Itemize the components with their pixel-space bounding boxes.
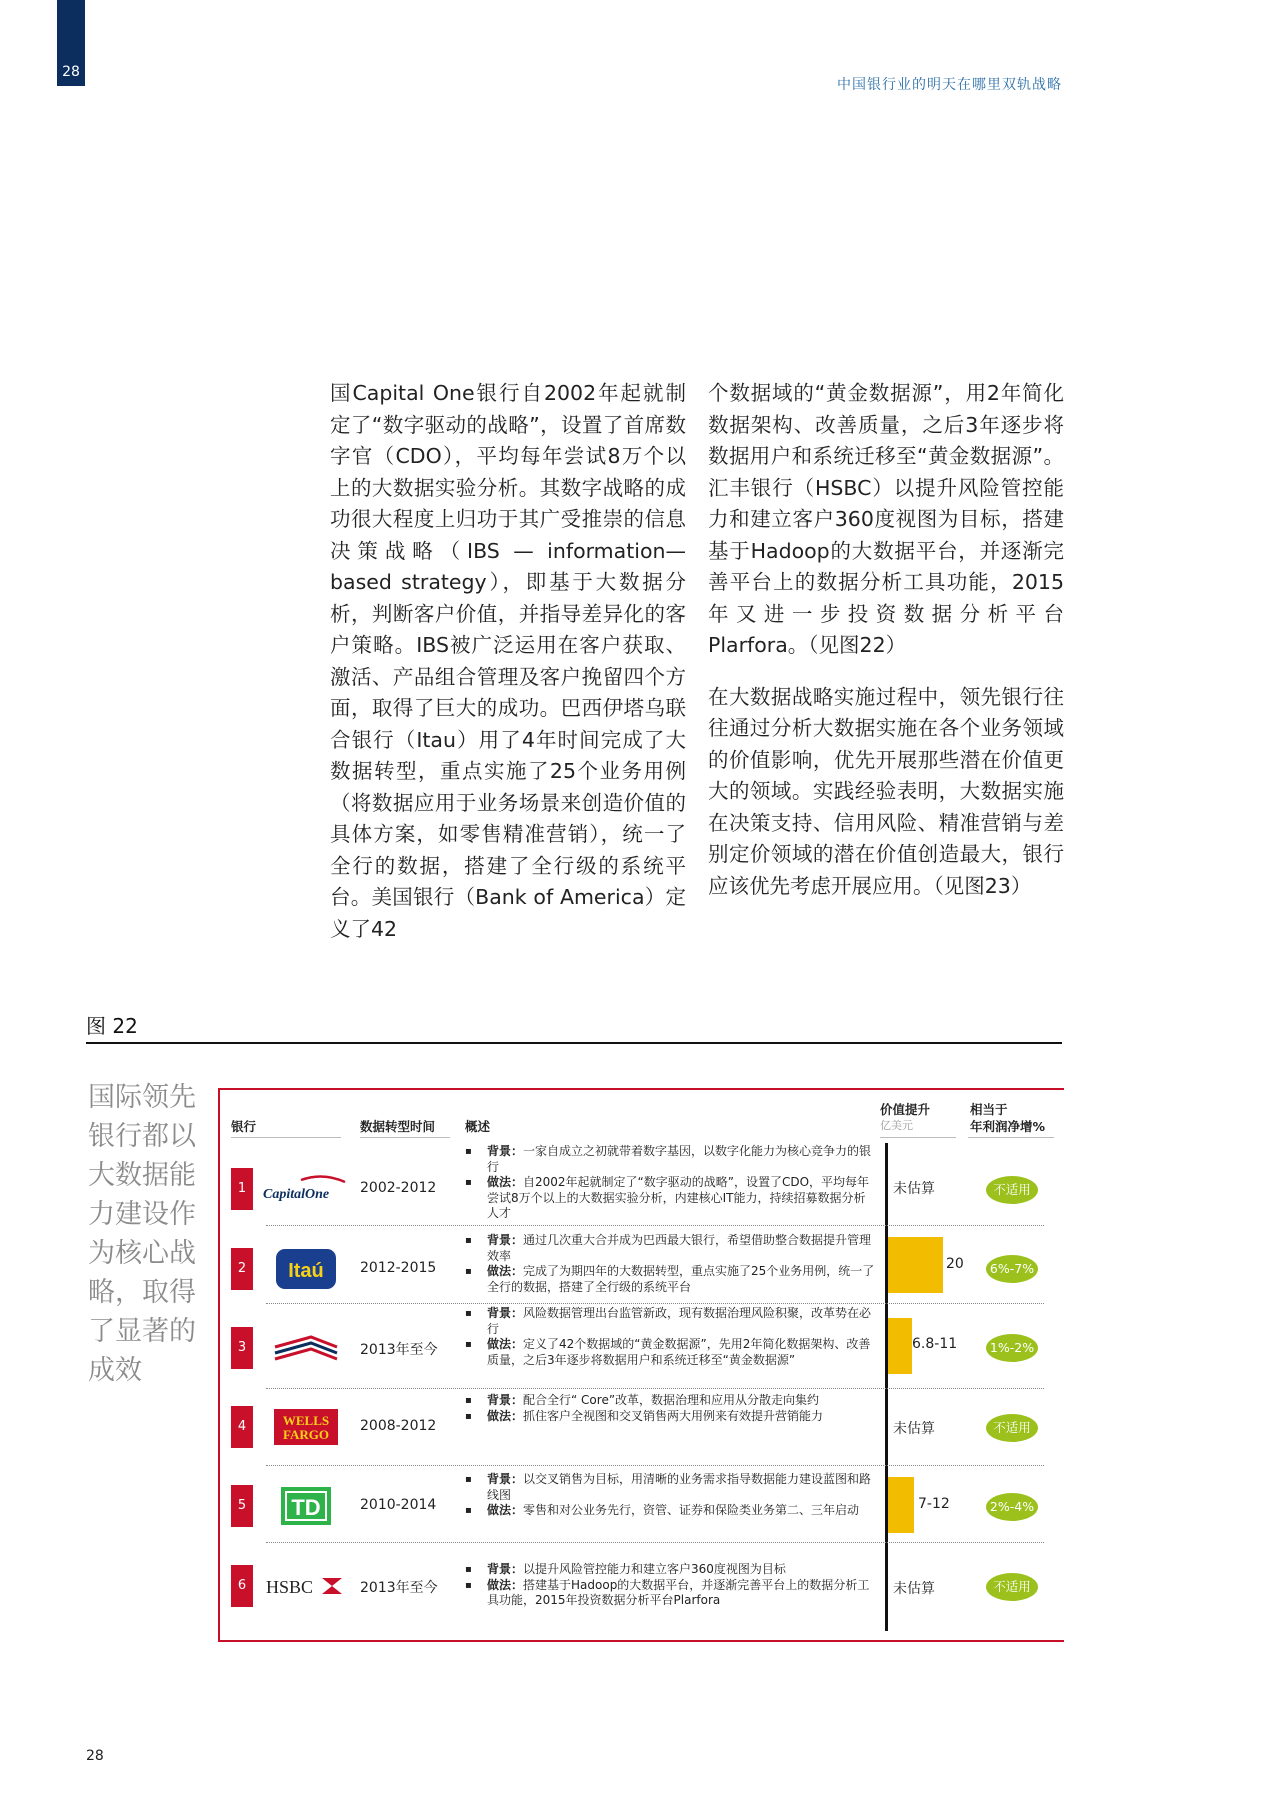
body-paragraph: 国Capital One银行自2002年起就制定了“数字驱动的战略”，设置了首席数字官（CDO），平均每年尝试8万个以上的大数据实验分析。其数字战略的成功很大程度上归功于其广受推崇的信息决策战略（IBS — information—based strategy），即基于大数据分析，判断客户价值，并指导差异化的客户策略。IBS被广泛运用在客户获取、激活、产品组合管理及客户挽留四个方面，取得了巨大的成功。巴西伊塔乌联合银行（Itau）用了4年时间完成了大数据转型，重点实施了25个业务用例（将数据应用于业务场景来创造价值的具体方案，如零售精准营销），统一了全行的数据，搭建了全行级的系统平台。美国银行（Bank of America）定义了42 xyxy=(330,381,686,941)
approach-text: 零售和对公业务先行，资管、证券和保险类业务第二、三年启动 xyxy=(523,1503,860,1517)
value-text: 7-12 xyxy=(918,1496,950,1512)
row-separator xyxy=(266,1388,1044,1389)
header-profit-line2: 年利润净增% xyxy=(970,1119,1046,1134)
approach-label: 做法： xyxy=(487,1337,524,1351)
approach-label: 做法： xyxy=(487,1503,524,1517)
row-summary xyxy=(465,1233,875,1295)
svg-text:WELLS: WELLS xyxy=(282,1413,330,1428)
svg-text:FARGO: FARGO xyxy=(283,1427,329,1442)
row-number: 3 xyxy=(231,1327,253,1369)
figure-label: 图 22 xyxy=(86,1014,138,1038)
header-underline xyxy=(231,1137,341,1138)
background-label: 背景： xyxy=(487,1562,524,1576)
hsbc-logo xyxy=(260,1565,352,1607)
approach-text: 自2002年起就制定了“数字驱动的战略”，设置了CDO，平均每年尝试8万个以上的大数据实验分析，内建核心IT能力，持续招募数据分析人才 xyxy=(487,1175,870,1220)
row-period: 2012-2015 xyxy=(360,1260,437,1276)
row-separator xyxy=(266,1465,1044,1466)
header-underline xyxy=(968,1137,1054,1138)
row-separator xyxy=(266,1225,1044,1226)
profit-badge: 不适用 xyxy=(986,1176,1038,1204)
row-period: 2008-2012 xyxy=(360,1418,437,1434)
wells-fargo-logo xyxy=(260,1406,352,1448)
running-title: 中国银行业的明天在哪里双轨战略 xyxy=(837,77,1062,93)
bank-of-america-logo xyxy=(260,1327,352,1369)
approach-label: 做法： xyxy=(487,1577,524,1592)
row-number: 1 xyxy=(231,1168,253,1210)
svg-text:CapitalOne: CapitalOne xyxy=(263,1187,330,1202)
profit-badge: 1%-2% xyxy=(986,1334,1038,1362)
row-period: 2013年至今 xyxy=(360,1342,438,1358)
svg-text:TD: TD xyxy=(291,1495,321,1520)
body-paragraph: 在大数据战略实施过程中，领先银行往往通过分析大数据实施在各个业务领域的价值影响，优先开展那些潜在价值更大的领域。实践经验表明，大数据实施在决策支持、信用风险、精准营销与差别定价领域的潜在价值创造最大，银行应该优先考虑开展应用。（见图23） xyxy=(708,684,1064,898)
row-separator xyxy=(266,1542,1044,1543)
approach-text: 完成了为期四年的大数据转型，重点实施了25个业务用例，统一了全行的数据，搭建了全行级的系统平台 xyxy=(487,1264,875,1294)
row-number: 5 xyxy=(231,1485,253,1527)
approach-text: 搭建基于Hadoop的大数据平台，并逐渐完善平台上的数据分析工具功能，2015年投资数据分析平台Plarfora xyxy=(487,1577,870,1607)
background-text: 风险数据管理出台监管新政，现有数据治理风险积聚，改革势在必行 xyxy=(487,1306,872,1336)
approach-text: 定义了42个数据域的“黄金数据源”，先用2年简化数据架构、改善质量，之后3年逐步将数据用户和系统迁移至“黄金数据源” xyxy=(487,1337,871,1367)
approach-label: 做法： xyxy=(487,1408,524,1423)
capital-one-logo xyxy=(260,1168,352,1210)
value-text: 6.8-11 xyxy=(912,1336,958,1352)
value-axis-line xyxy=(885,1143,888,1631)
value-bar xyxy=(888,1318,912,1374)
row-summary xyxy=(465,1393,875,1424)
value-text: 未估算 xyxy=(893,1421,935,1437)
body-column-right xyxy=(708,378,1064,922)
page-tab xyxy=(57,0,85,86)
background-label: 背景： xyxy=(487,1472,524,1486)
value-text: 20 xyxy=(946,1256,964,1272)
figure-side-caption: 国际领先银行都以大数据能力建设作为核心战略，取得了显著的成效 xyxy=(88,1082,196,1386)
profit-badge: 不适用 xyxy=(986,1414,1038,1442)
header-value-unit: 亿美元 xyxy=(880,1119,913,1132)
background-text: 配合全行“ Core”改革，数据治理和应用从分散走向集约 xyxy=(523,1393,820,1407)
figure-rule xyxy=(86,1042,1062,1044)
background-text: 通过几次重大合并成为巴西最大银行，希望借助整合数据提升管理效率 xyxy=(487,1233,872,1263)
background-label: 背景： xyxy=(487,1144,524,1158)
body-column-left xyxy=(330,378,686,965)
footer-page-number: 28 xyxy=(86,1748,104,1764)
row-period: 2002-2012 xyxy=(360,1180,437,1196)
row-separator xyxy=(266,1303,1044,1304)
header-underline xyxy=(880,1137,956,1138)
profit-badge: 2%-4% xyxy=(986,1493,1038,1521)
td-logo xyxy=(260,1485,352,1527)
header-period: 数据转型时间 xyxy=(360,1119,436,1134)
row-summary xyxy=(465,1306,875,1368)
row-period: 2010-2014 xyxy=(360,1497,437,1513)
profit-badge: 6%-7% xyxy=(986,1255,1038,1283)
header-summary: 概述 xyxy=(465,1119,491,1134)
row-summary xyxy=(465,1562,875,1609)
body-paragraph: 个数据域的“黄金数据源”，用2年简化数据架构、改善质量，之后3年逐步将数据用户和系统迁移至“黄金数据源”。汇丰银行（HSBC）以提升风险管控能力和建立客户360度视图为目标，搭建基于Hadoop的大数据平台，并逐渐完善平台上的数据分析工具功能，2015年又进一步投资数据分析平台Plarfora。（见图22） xyxy=(708,381,1064,657)
page-tab-number: 28 xyxy=(62,64,80,80)
svg-text:HSBC: HSBC xyxy=(266,1577,314,1597)
row-number: 6 xyxy=(231,1565,253,1607)
profit-badge: 不适用 xyxy=(986,1573,1038,1601)
row-number: 4 xyxy=(231,1406,253,1448)
value-bar xyxy=(888,1237,943,1293)
row-summary xyxy=(465,1472,875,1519)
svg-text:Itaú: Itaú xyxy=(288,1260,324,1282)
value-text: 未估算 xyxy=(893,1581,935,1597)
row-period: 2013年至今 xyxy=(360,1580,438,1596)
background-text: 以提升风险管控能力和建立客户360度视图为目标 xyxy=(523,1562,786,1576)
row-number: 2 xyxy=(231,1248,253,1290)
value-text: 未估算 xyxy=(893,1181,935,1197)
header-profit-line1: 相当于 xyxy=(970,1102,1008,1117)
row-summary xyxy=(465,1144,875,1222)
approach-label: 做法： xyxy=(487,1264,524,1278)
approach-label: 做法： xyxy=(487,1175,524,1189)
approach-text: 抓住客户全视图和交叉销售两大用例来有效提升营销能力 xyxy=(523,1408,824,1423)
background-label: 背景： xyxy=(487,1233,524,1247)
background-label: 背景： xyxy=(487,1393,524,1407)
header-bank: 银行 xyxy=(231,1119,257,1134)
value-bar xyxy=(888,1477,914,1533)
header-value: 价值提升 xyxy=(880,1102,931,1117)
background-text: 以交叉销售为目标，用清晰的业务需求指导数据能力建设蓝图和路线图 xyxy=(487,1472,872,1502)
background-text: 一家自成立之初就带着数字基因，以数字化能力为核心竞争力的银行 xyxy=(487,1144,872,1174)
itau-logo xyxy=(260,1248,352,1290)
background-label: 背景： xyxy=(487,1306,524,1320)
header-underline xyxy=(360,1137,450,1138)
